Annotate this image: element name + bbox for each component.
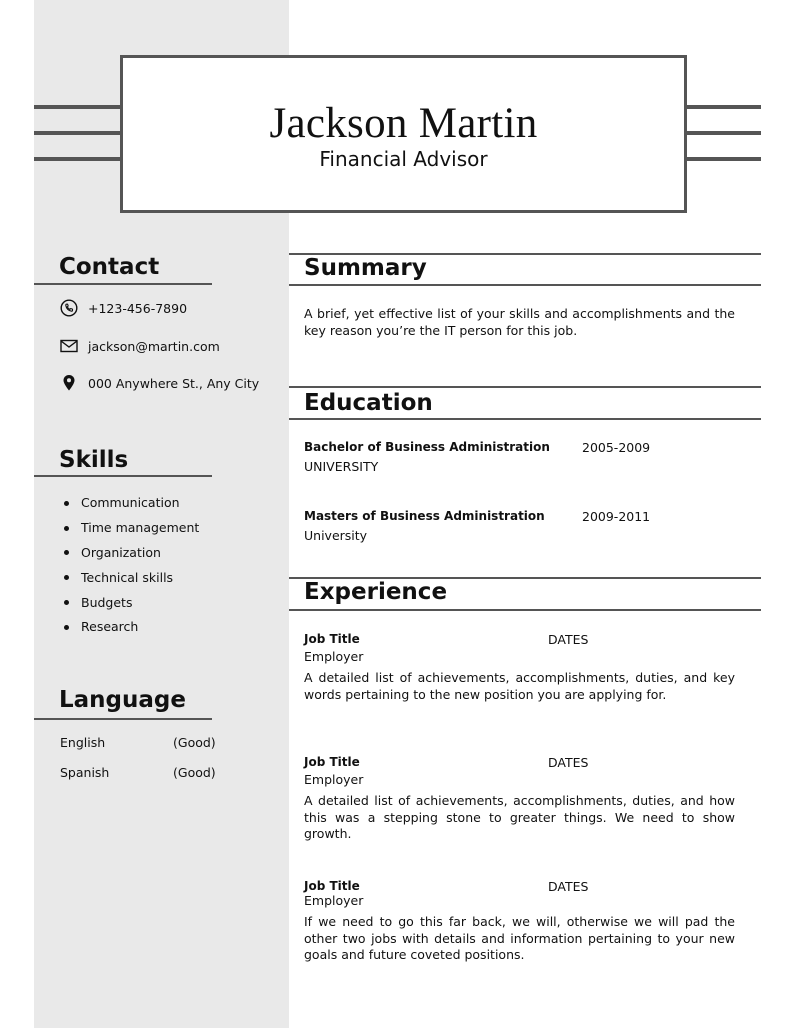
skill-item — [64, 590, 199, 615]
skill-item — [64, 615, 199, 640]
language-row — [60, 735, 220, 755]
bullet-icon — [64, 575, 69, 580]
skill-label: Technical skills — [81, 569, 174, 585]
bullet-icon — [64, 550, 69, 555]
job-role: Financial Advisor — [319, 147, 488, 171]
language-name: Spanish — [60, 765, 110, 780]
job-title: Job Title — [304, 632, 360, 646]
job-employer: Employer — [304, 649, 364, 664]
experience-heading: Experience — [304, 579, 448, 605]
job-dates: DATES — [548, 755, 589, 770]
job-description: A detailed list of achievements, accomplishments, duties, and key words pertaining to the new position you are applying for. — [304, 670, 735, 702]
job-title: Job Title — [304, 755, 360, 769]
job-description: A detailed list of achievements, accomplishments, duties, and how this was a stepping stone to greater things. We need to show growth. — [304, 793, 735, 841]
address-text: 000 Anywhere St., Any City — [88, 375, 260, 391]
education-degree: Bachelor of Business Administration — [304, 440, 550, 454]
education-degree: Masters of Business Administration — [304, 509, 545, 523]
name-header-box — [120, 55, 687, 213]
summary-heading: Summary — [304, 255, 427, 281]
job-dates: DATES — [548, 879, 589, 894]
bullet-icon — [64, 600, 69, 605]
contact-heading: Contact — [59, 254, 160, 280]
job-employer: Employer — [304, 772, 364, 787]
skill-label: Communication — [81, 495, 180, 511]
header-decor-line — [685, 105, 761, 109]
contact-address — [59, 372, 259, 394]
bullet-icon — [64, 526, 69, 531]
job-employer: Employer — [304, 893, 364, 908]
contact-email — [59, 335, 220, 357]
education-rule-top — [289, 386, 761, 388]
skill-label: Budgets — [81, 594, 133, 610]
phone-icon — [59, 298, 79, 318]
skills-rule — [34, 475, 212, 477]
education-years: 2009-2011 — [582, 509, 651, 524]
job-dates: DATES — [548, 632, 589, 647]
education-rule-bottom — [289, 418, 761, 420]
education-school: UNIVERSITY — [304, 459, 379, 474]
person-name: Jackson Martin — [269, 100, 538, 147]
skill-label: Time management — [81, 520, 200, 536]
summary-rule-bottom — [289, 284, 761, 286]
header-decor-line — [34, 131, 122, 135]
phone-text: +123-456-7890 — [88, 300, 188, 316]
skill-item — [64, 491, 199, 516]
language-name: English — [60, 735, 106, 750]
header-decor-line — [34, 105, 122, 109]
language-level: (Good) — [173, 765, 216, 780]
bullet-icon — [64, 625, 69, 630]
contact-rule — [34, 283, 212, 285]
skills-list — [64, 491, 199, 640]
skill-label: Research — [81, 619, 139, 635]
job-title: Job Title — [304, 879, 360, 893]
location-pin-icon — [59, 373, 79, 393]
skill-item — [64, 565, 199, 590]
contact-phone — [59, 297, 187, 319]
skill-label: Organization — [81, 544, 161, 560]
language-heading: Language — [59, 687, 186, 713]
education-school: University — [304, 528, 368, 543]
skills-heading: Skills — [59, 447, 129, 473]
education-heading: Education — [304, 390, 433, 416]
header-decor-line — [685, 157, 761, 161]
skill-item — [64, 516, 199, 541]
header-decor-line — [34, 157, 122, 161]
mail-icon — [59, 336, 79, 356]
bullet-icon — [64, 501, 69, 506]
summary-text: A brief, yet effective list of your skills and accomplishments and the key reason you’re the IT person for this job. — [304, 306, 735, 338]
language-row — [60, 765, 220, 785]
job-description: If we need to go this far back, we will, otherwise we will pad the other two jobs with details and information pertaining to your new goals and future coveted positions. — [304, 914, 735, 962]
email-text: jackson@martin.com — [88, 338, 220, 354]
language-rule — [34, 718, 212, 720]
education-years: 2005-2009 — [582, 440, 651, 455]
experience-rule-bottom — [289, 609, 761, 611]
header-decor-line — [685, 131, 761, 135]
language-level: (Good) — [173, 735, 216, 750]
skill-item — [64, 541, 199, 566]
